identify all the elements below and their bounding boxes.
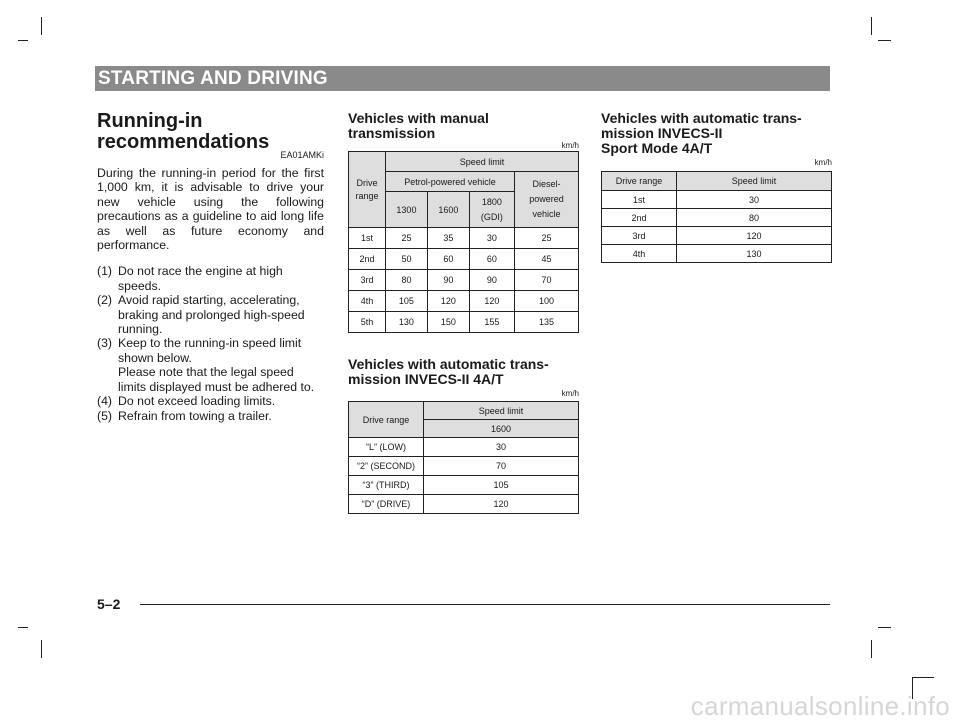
table-cell: 120 [677, 227, 832, 245]
auto-title-line-1: Vehicles with automatic trans- [348, 356, 549, 372]
list-item-note: Please note that the legal speed limits displayed must be adhered to. [118, 365, 315, 394]
sport-title-line-3: Sport Mode 4A/T [601, 140, 713, 156]
drive-range-header: Drive range [349, 402, 424, 438]
speed-limit-header: Speed limit [677, 172, 832, 191]
crop-mark [41, 17, 42, 35]
sport-mode-section [601, 111, 832, 263]
table-row [349, 291, 579, 312]
table-cell: 105 [424, 476, 579, 495]
table-row [602, 191, 832, 209]
list-item-number: (5) [97, 408, 113, 423]
title-line-1: Running-in [97, 110, 203, 132]
list-item-text: Do not race the engine at high speeds. [118, 264, 283, 293]
table-row [602, 227, 832, 245]
table-cell: 90 [469, 270, 514, 291]
col-1800-line-2: (GDI) [480, 211, 503, 222]
unit-label: km/h [814, 158, 832, 167]
drive-line-2: range [355, 190, 379, 201]
crop-mark [871, 640, 872, 658]
list-item [97, 336, 324, 394]
col-1800-header [469, 192, 514, 228]
crop-mark [18, 40, 28, 41]
table-cell: 120 [424, 495, 579, 514]
drive-range-header [349, 152, 386, 228]
table-cell: 4th [349, 291, 386, 312]
table-cell: 70 [515, 270, 579, 291]
title-line-2: recommendations [97, 131, 270, 153]
diesel-header [515, 172, 579, 228]
table-cell: 35 [427, 228, 469, 249]
table-row [349, 270, 579, 291]
footer-rule [140, 604, 830, 605]
table-cell: 80 [386, 270, 428, 291]
table-cell: 3rd [602, 227, 677, 245]
sport-title-line-1: Vehicles with automatic trans- [601, 110, 802, 126]
table-cell: 70 [424, 457, 579, 476]
table-cell: 25 [386, 228, 428, 249]
table-cell: 105 [386, 291, 428, 312]
table-row [349, 495, 579, 514]
table-cell: 130 [677, 245, 832, 263]
table-cell: 60 [469, 249, 514, 270]
speed-limit-header: Speed limit [424, 402, 579, 420]
list-item-text: Do not exceed loading limits. [118, 394, 276, 409]
list-item [97, 264, 324, 293]
table-cell: 1st [349, 228, 386, 249]
table-cell: 45 [515, 249, 579, 270]
col-1300-header: 1300 [386, 192, 428, 228]
section-title [97, 111, 324, 153]
table-row [349, 438, 579, 457]
table-cell: 80 [677, 209, 832, 227]
sport-speed-table [601, 171, 832, 263]
list-item-number: (1) [97, 264, 113, 279]
table-cell: 90 [427, 270, 469, 291]
table-cell: 100 [515, 291, 579, 312]
table-cell: 30 [424, 438, 579, 457]
speed-limit-header: Speed limit [386, 152, 579, 172]
table-row [349, 476, 579, 495]
list-item-number: (4) [97, 394, 113, 409]
table-cell: “L” (LOW) [349, 438, 424, 457]
unit-label: km/h [561, 141, 579, 150]
intro-paragraph: During the running-in period for the first 1,000 km, it is advisable to drive your new vehicle using the following precautions as a guideline to aid long life as well as future economy and performance. [97, 166, 324, 253]
col-1600-header: 1600 [427, 192, 469, 228]
table-cell: 3rd [349, 270, 386, 291]
section-header: STARTING AND DRIVING [95, 66, 830, 91]
auto-title [348, 357, 579, 387]
table-cell: “3” (THIRD) [349, 476, 424, 495]
manual-speed-table [348, 151, 579, 333]
crop-mark [912, 677, 934, 678]
table-row [349, 249, 579, 270]
table-cell: 2nd [602, 209, 677, 227]
list-item-number: (2) [97, 293, 113, 308]
list-item [97, 409, 324, 423]
table-row [602, 209, 832, 227]
table-cell: 30 [677, 191, 832, 209]
manual-and-auto-section [348, 111, 579, 514]
col-1600-header: 1600 [424, 420, 579, 438]
table-cell: 50 [386, 249, 428, 270]
table-cell: 30 [469, 228, 514, 249]
table-cell: 60 [427, 249, 469, 270]
list-item [97, 394, 324, 408]
list-item-body [118, 336, 324, 394]
list-item-text: Refrain from towing a trailer. [118, 408, 272, 423]
crop-mark [18, 627, 28, 628]
table-cell: 1st [602, 191, 677, 209]
document-code: EA01AMKi [280, 150, 324, 160]
table-cell: 155 [469, 312, 514, 333]
table-cell: “D” (DRIVE) [349, 495, 424, 514]
petrol-header: Petrol-powered vehicle [386, 172, 515, 192]
diesel-line-3: vehicle [532, 209, 561, 219]
manual-title: Vehicles with manual transmission [348, 110, 489, 141]
crop-mark [878, 40, 891, 41]
drive-line-1: Drive [356, 177, 378, 188]
list-item-number: (3) [97, 336, 113, 351]
table-cell: “2” (SECOND) [349, 457, 424, 476]
running-in-section [97, 111, 324, 423]
crop-mark [41, 640, 42, 658]
list-item-text: Avoid rapid starting, accelerating, braking and prolonged high-speed running. [118, 293, 305, 337]
auto-speed-table [348, 401, 579, 514]
drive-range-header: Drive range [602, 172, 677, 191]
table-row [349, 457, 579, 476]
table-row [602, 245, 832, 263]
sport-title [601, 111, 832, 156]
page-number: 5–2 [97, 596, 121, 612]
auto-title-line-2: mission INVECS-II 4A/T [348, 371, 504, 387]
table-cell: 2nd [349, 249, 386, 270]
crop-mark [878, 627, 891, 628]
diesel-line-1: Diesel- [532, 179, 561, 189]
diesel-line-2: powered [529, 194, 564, 204]
list-item [97, 293, 324, 336]
table-row [349, 312, 579, 333]
list-item-text: Keep to the running-in speed limit shown below. [118, 336, 302, 365]
sport-title-line-2: mission INVECS-II [601, 125, 723, 141]
table-cell: 5th [349, 312, 386, 333]
table-cell: 120 [427, 291, 469, 312]
table-cell: 4th [602, 245, 677, 263]
table-cell: 135 [515, 312, 579, 333]
table-cell: 25 [515, 228, 579, 249]
precautions-list [97, 264, 324, 422]
table-cell: 120 [469, 291, 514, 312]
col-1800-line-1: 1800 [481, 196, 502, 207]
watermark-text: carmanualsonline.info [690, 691, 950, 721]
unit-label: km/h [561, 389, 579, 398]
table-cell: 130 [386, 312, 428, 333]
crop-mark [871, 17, 872, 35]
table-cell: 150 [427, 312, 469, 333]
table-row [349, 228, 579, 249]
